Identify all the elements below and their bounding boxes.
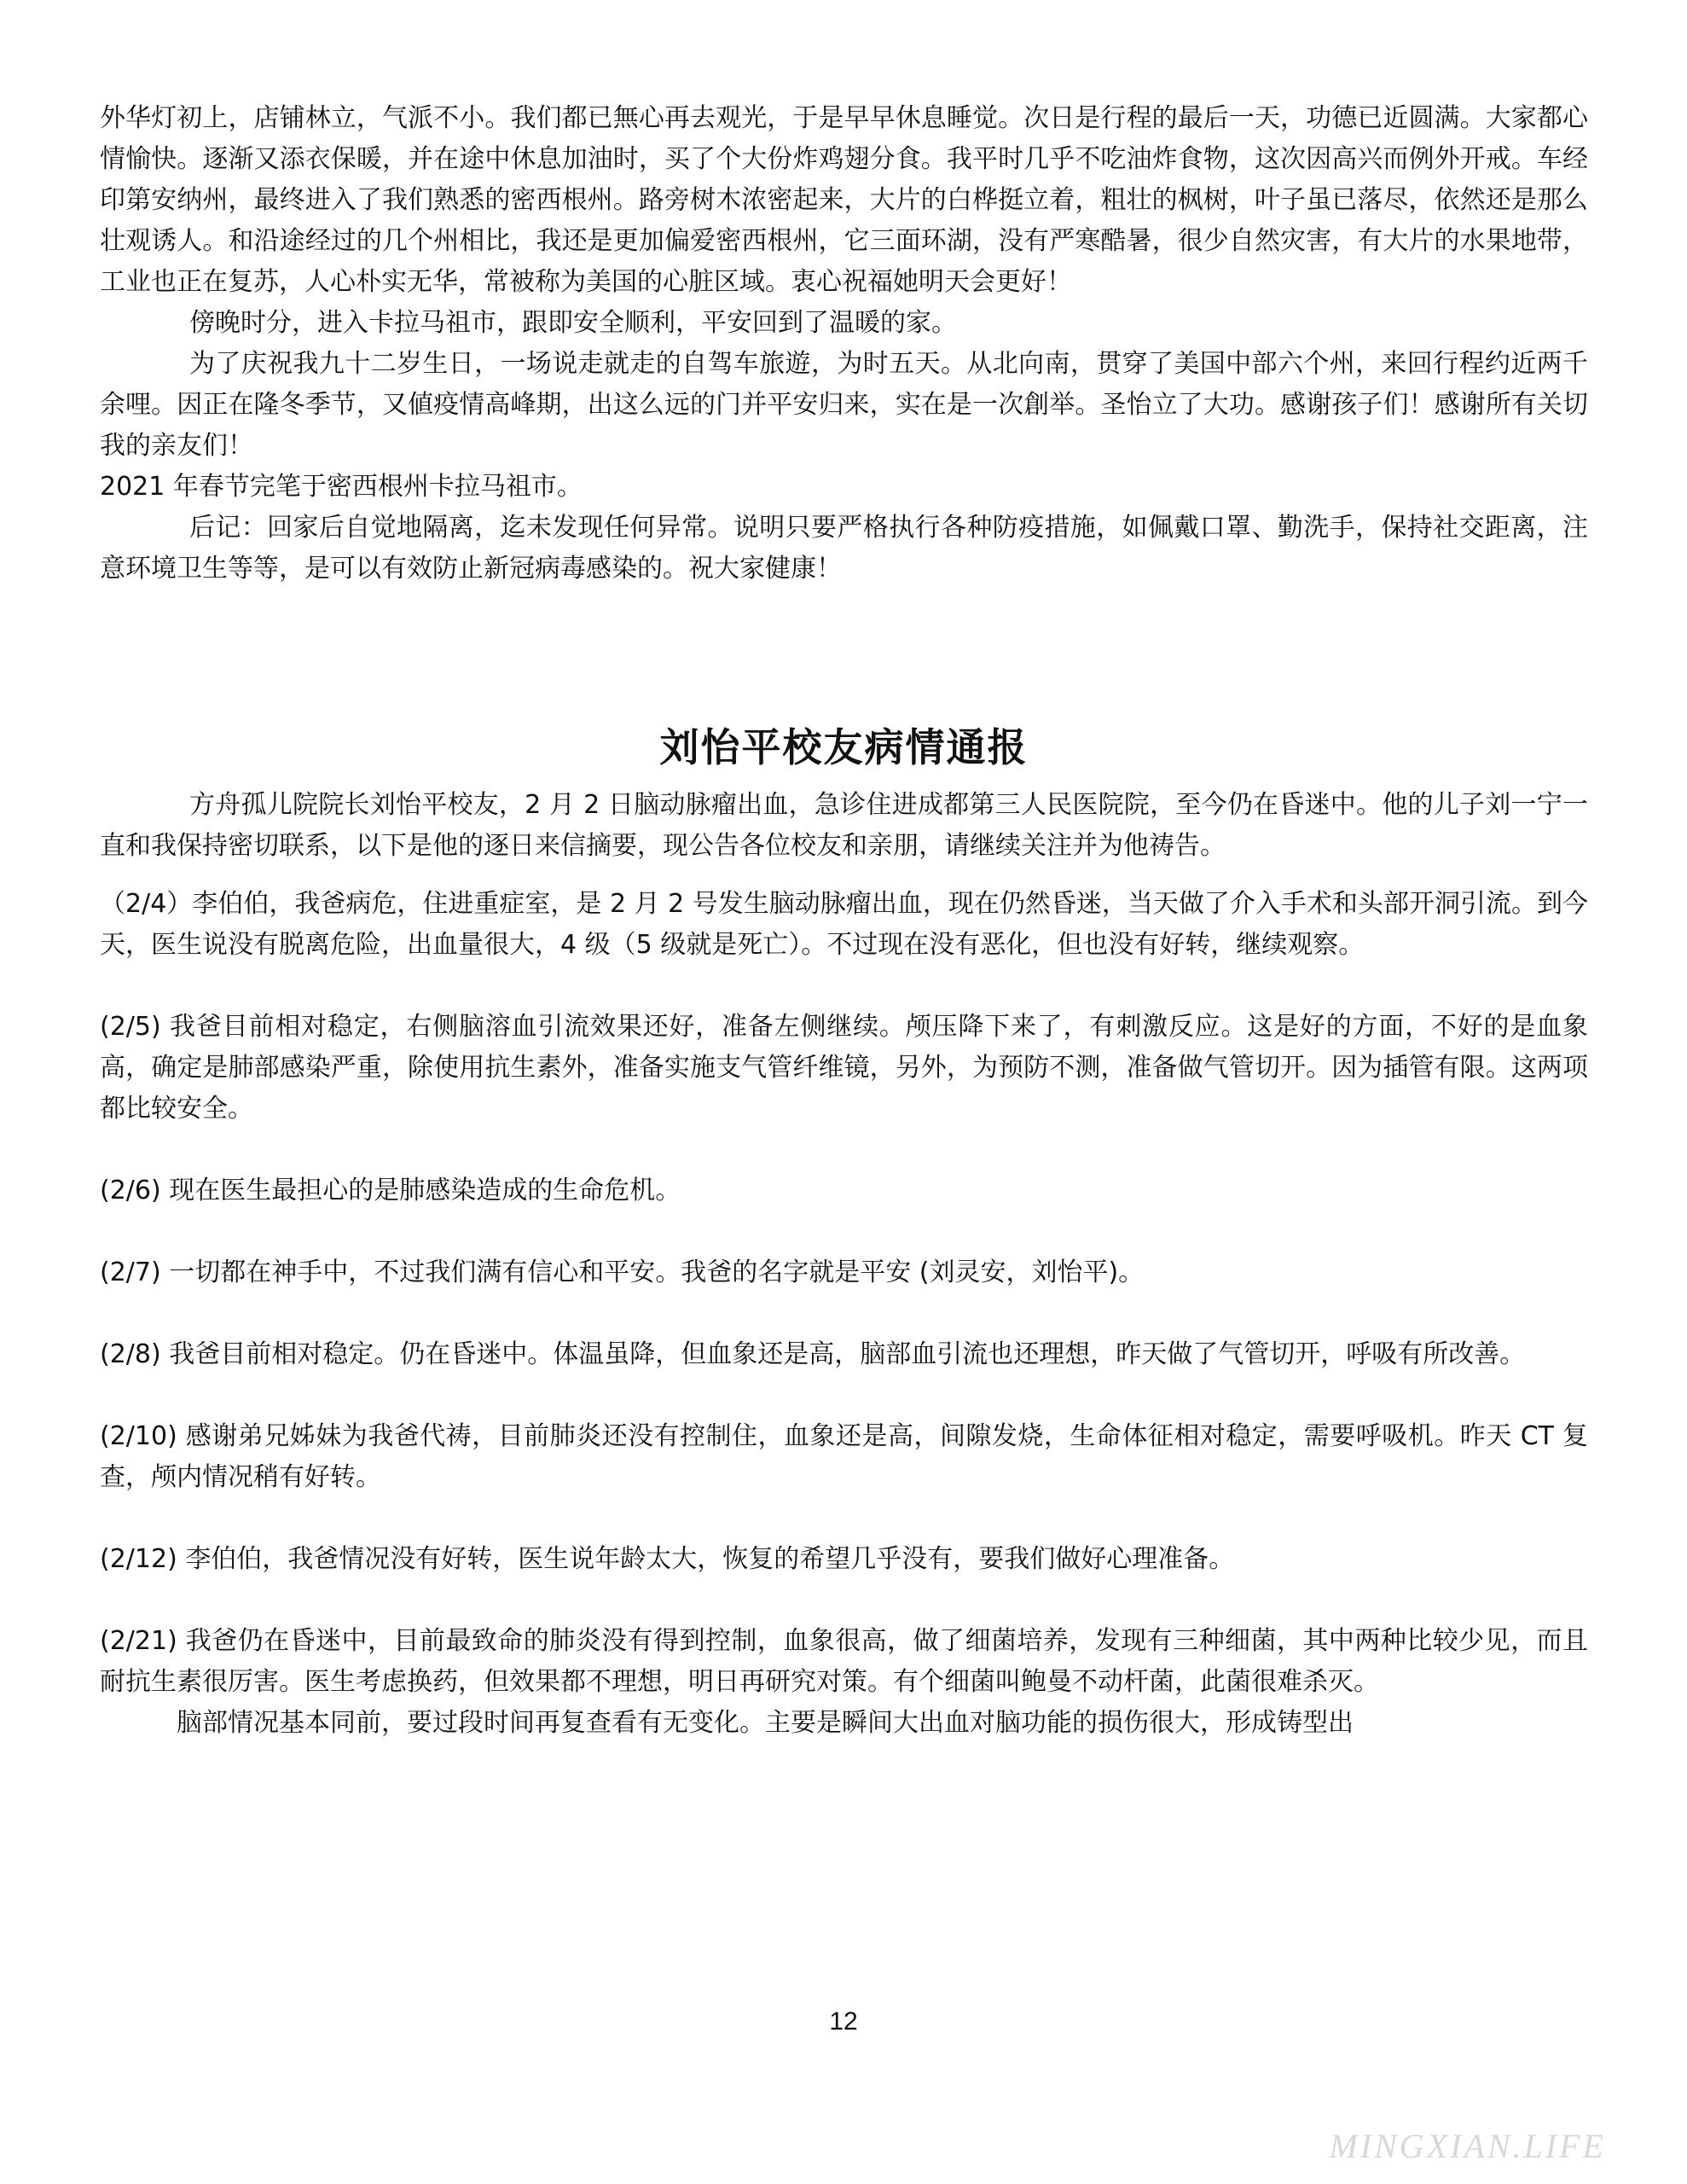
- entry-feb-7: (2/7) 一切都在神手中，不过我们满有信心和平安。我爸的名字就是平安 (刘灵安，刘怡平)。: [100, 1258, 1145, 1287]
- entry-spacer: [100, 867, 1588, 884]
- entry-spacer: [100, 1498, 1588, 1539]
- paragraph-date-signature: 2021 年春节完笔于密西根州卡拉马祖市。: [100, 472, 583, 502]
- paragraph-trip-summary: 为了庆祝我九十二岁生日，一场说走就走的自驾车旅遊，为时五天。从北向南，贯穿了美国中部六个州，来回行程约近两千余哩。因正在隆冬季节，又値疫情高峰期，出这么远的门并平安归来，实在是一次創举。圣怡立了大功。感谢孩子们！感谢所有关切我的亲友们！: [100, 349, 1588, 461]
- paragraph-postscript: 后记：回家后自觉地隔离，迄未发现任何异常。说明只要严格执行各种防疫措施，如佩戴口罩、勤洗手，保持社交距离，注意环境卫生等等，是可以有效防止新冠病毒感染的。祝大家健康！: [100, 513, 1588, 584]
- paragraph-brain-status: 脑部情况基本同前，要过段时间再复查看有无变化。主要是瞬间大出血对脑功能的损伤很大，形成铸型出: [177, 1708, 1354, 1738]
- section-title: 刘怡平校友病情通报: [659, 724, 1029, 770]
- entry-feb-12: (2/12) 李伯伯，我爸情况没有好转，医生说年龄太大，恢复的希望几乎没有，要我们做好心理准备。: [100, 1544, 1235, 1574]
- page-number: 12: [829, 2007, 858, 2036]
- entry-spacer: [100, 1375, 1588, 1416]
- title-spacer: [100, 773, 1588, 785]
- watermark: MINGXIAN.LIFE: [1329, 2127, 1606, 2165]
- entry-spacer: [100, 1211, 1588, 1252]
- page-content: [100, 98, 1588, 1744]
- entry-spacer: [100, 966, 1588, 1007]
- entry-feb-6: (2/6) 现在医生最担心的是肺感染造成的生命危机。: [100, 1176, 681, 1205]
- entry-feb-10: (2/10) 感谢弟兄姊妹为我爸代祷，目前肺炎还没有控制住，血象还是高，间隙发烧，生命体征相对稳定，需要呼吸机。昨天 CT 复查，颅内情况稍有好转。: [100, 1421, 1588, 1492]
- section-spacer: [100, 590, 1588, 722]
- entry-feb-4: （2/4）李伯伯，我爸病危，住进重症室，是 2 月 2 号发生脑动脉瘤出血，现在仍然昏迷，当天做了介入手术和头部开洞引流。到今天，医生说没有脱离危险，出血量很大，4 级（5 级就是死亡）。不过现在没有恶化，但也没有好转，继续观察。: [100, 889, 1588, 960]
- entry-feb-8: (2/8) 我爸目前相对稳定。仍在昏迷中。体温虽降，但血象还是高，脑部血引流也还理想，昨天做了气管切开，呼吸有所改善。: [100, 1339, 1526, 1369]
- entry-feb-21: (2/21) 我爸仍在昏迷中，目前最致命的肺炎没有得到控制，血象很高，做了细菌培养，发现有三种细菌，其中两种比较少见，而且耐抗生素很厉害。医生考虑换药，但效果都不理想，明日再研究对策。有个细菌叫鲍曼不动杆菌，此菌很难杀灭。: [100, 1626, 1588, 1697]
- paragraph-travel-end: 外华灯初上，店铺林立，气派不小。我们都已無心再去观光，于是早早休息睡觉。次日是行程的最后一天，功德已近圆满。大家都心情愉快。逐渐又添衣保暖，并在途中休息加油时，买了个大份炸鸡翅分食。我平时几乎不吃油炸食物，这次因高兴而例外开戒。车经印第安纳州，最终进入了我们熟悉的密西根州。路旁树木浓密起来，大片的白桦挺立着，粗壮的枫树，叶子虽已落尽，依然还是那么壮观诱人。和沿途经过的几个州相比，我还是更加偏爱密西根州，它三面环湖，没有严寒酷暑，很少自然灾害，有大片的水果地带，工业也正在复苏，人心朴实无华，常被称为美国的心脏区域。衷心祝福她明天会更好！: [100, 103, 1588, 297]
- entry-spacer: [100, 1293, 1588, 1334]
- paragraph-intro: 方舟孤儿院院长刘怡平校友，2 月 2 日脑动脉瘤出血，急诊住进成都第三人民医院院，至今仍在昏迷中。他的儿子刘一宁一直和我保持密切联系，以下是他的逐日来信摘要，现公告各位校友和亲朋，请继续关注并为他祷告。: [100, 790, 1588, 861]
- paragraph-arrival-home: 傍晚时分，进入卡拉马祖市，跟即安全顺利，平安回到了温暖的家。: [189, 308, 957, 338]
- entry-feb-5: (2/5) 我爸目前相对稳定，右侧脑溶血引流效果还好，准备左侧继续。颅压降下来了，有刺激反应。这是好的方面，不好的是血象高，确定是肺部感染严重，除使用抗生素外，准备实施支气管纤维镜，另外，为预防不测，准备做气管切开。因为插管有限。这两项都比较安全。: [100, 1012, 1588, 1124]
- entry-spacer: [100, 1580, 1588, 1621]
- entry-spacer: [100, 1130, 1588, 1170]
